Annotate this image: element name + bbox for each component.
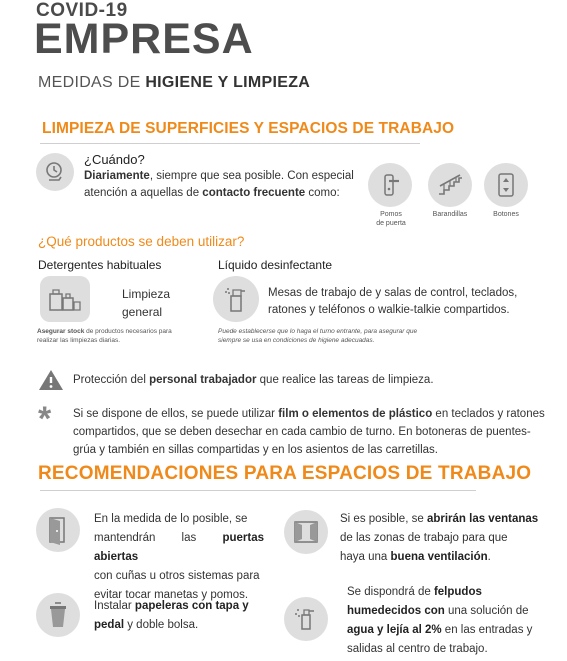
elevator-buttons-icon	[484, 163, 528, 207]
warning-icon	[38, 369, 64, 396]
ventanas-text: Si es posible, se abrirán las ventanas de las zonas de trabajo para que haya una buena ventilación.	[340, 513, 539, 563]
turno-note: Puede establecerse que lo haga el turno entrante, para asegurar que siempre se usa en condiciones de higiene adecuadas.	[218, 328, 418, 344]
door-handle-icon	[368, 163, 412, 207]
spray-doormat-icon	[284, 597, 328, 641]
detergent-bottles-icon	[40, 276, 90, 322]
cuando-title: ¿Cuándo?	[84, 152, 145, 167]
divider	[40, 490, 476, 491]
open-door-icon	[36, 508, 80, 552]
surface-label-barandillas: Barandillas	[432, 211, 468, 218]
puertas-text: En la medida de lo posible, se mantendrán las puertas abiertas con cuñas u otros sistemas para evitar tocar manetas y pomos.	[94, 513, 264, 601]
window-icon	[284, 510, 328, 554]
handrail-icon	[428, 163, 472, 207]
stock-note: Asegurar stock de productos necesarios para realizar las limpiezas diarias.	[37, 328, 172, 344]
liquido-title: Líquido desinfectante	[218, 258, 333, 272]
trash-bin-icon	[36, 593, 80, 637]
proteccion-text: Protección del personal trabajador que realice las tareas de limpieza.	[73, 374, 434, 386]
divider	[40, 143, 420, 144]
clock-hand-icon	[36, 153, 74, 191]
section-limpieza-title: LIMPIEZA DE SUPERFICIES Y ESPACIOS DE TRABAJO	[42, 120, 455, 137]
page-subtitle: MEDIDAS DE HIGIENE Y LIMPIEZA	[38, 74, 311, 91]
page-title: EMPRESA	[34, 15, 254, 63]
covid-label: COVID-19	[36, 0, 128, 21]
surface-label-pomos: Pomos de puerta	[376, 211, 406, 227]
felpudos-text: Se dispondrá de felpudos humedecidos con una solución de agua y lejía al 2% en las entradas y salidas al centro de trabajo.	[347, 586, 533, 655]
productos-question: ¿Qué productos se deben utilizar?	[38, 234, 245, 249]
film-text: Si se dispone de ellos, se puede utilizar film o elementos de plástico en teclados y ratones compartidos, que se deben desechar en cada cambio de turno. En botoneras de puentes- grúa y también en sillas compartidas y en los asientos de las carretillas.	[73, 408, 545, 456]
cuando-text: Diariamente, siempre que sea posible. Con especial atención a aquellas de contacto frecuente como:	[84, 170, 354, 199]
liquido-text: Mesas de trabajo de y salas de control, teclados, ratones y teléfonos o walkie-talkie compartidos.	[268, 287, 518, 316]
papeleras-text: Instalar papeleras con tapa y pedal y doble bolsa.	[94, 600, 249, 631]
surface-label-botones: Botones	[493, 211, 519, 218]
limpieza-general-label: Limpieza general	[122, 287, 171, 319]
detergentes-title: Detergentes habituales	[38, 258, 162, 272]
asterisk-icon: *	[38, 400, 52, 438]
spray-bottle-icon	[213, 276, 259, 322]
section-recomendaciones-title: RECOMENDACIONES PARA ESPACIOS DE TRABAJO	[38, 463, 532, 484]
